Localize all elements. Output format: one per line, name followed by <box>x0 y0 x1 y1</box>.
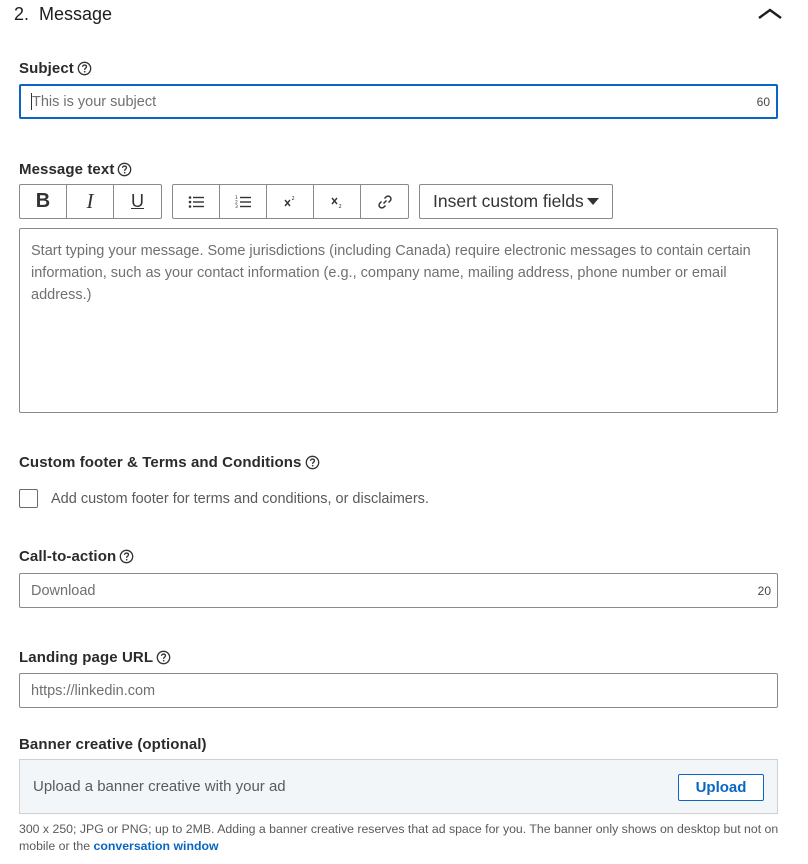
bulleted-list-button[interactable] <box>173 185 220 218</box>
section-header <box>14 2 112 26</box>
subscript-button[interactable] <box>314 185 361 218</box>
banner-creative-label-text: Banner creative (optional) <box>19 736 207 753</box>
custom-footer-checkbox-label[interactable]: Add custom footer for terms and conditions, or disclaimers. <box>51 490 429 507</box>
svg-text:2: 2 <box>291 195 295 202</box>
conversation-window-link[interactable]: conversation window <box>93 839 219 853</box>
cta-label <box>19 548 134 565</box>
subject-input[interactable] <box>19 84 778 119</box>
question-circle-icon[interactable] <box>117 162 132 177</box>
message-textarea[interactable] <box>19 228 778 413</box>
landing-url-input[interactable] <box>19 673 778 708</box>
upload-button[interactable]: Upload <box>678 774 764 801</box>
question-circle-icon[interactable] <box>156 650 171 665</box>
svg-text:3: 3 <box>235 204 238 209</box>
superscript-button[interactable] <box>267 185 314 218</box>
message-label-text: Message text <box>19 161 115 178</box>
subject-placeholder: This is your subject <box>32 93 157 110</box>
landing-url-label-text: Landing page URL <box>19 649 154 666</box>
banner-footnote <box>19 821 789 855</box>
cta-select[interactable] <box>19 573 778 608</box>
custom-footer-label-text: Custom footer & Terms and Conditions <box>19 454 302 471</box>
banner-creative-label <box>19 736 207 753</box>
text-style-group <box>19 184 162 219</box>
bold-button[interactable]: B <box>20 185 67 218</box>
subject-char-counter: 60 <box>756 94 770 109</box>
question-circle-icon[interactable] <box>305 455 320 470</box>
custom-footer-label <box>19 454 320 471</box>
custom-footer-checkbox-row <box>19 489 429 508</box>
custom-footer-checkbox[interactable] <box>19 489 38 508</box>
bulleted-list-icon <box>188 195 204 209</box>
subject-label-text: Subject <box>19 60 74 77</box>
banner-upload-box <box>19 759 778 814</box>
landing-url-placeholder: https://linkedin.com <box>31 682 156 699</box>
underline-button[interactable]: U <box>131 191 144 211</box>
banner-upload-prompt: Upload a banner creative with your ad <box>33 778 286 795</box>
numbered-list-button[interactable] <box>220 185 267 218</box>
chevron-up-icon[interactable] <box>756 6 784 22</box>
section-title: Message <box>39 3 113 24</box>
message-label <box>19 161 132 178</box>
list-format-group <box>172 184 409 219</box>
svg-text:1: 1 <box>235 195 238 201</box>
insert-custom-fields-dropdown[interactable] <box>419 184 613 219</box>
cta-value: Download <box>31 582 96 599</box>
formatting-toolbar <box>19 184 613 219</box>
svg-text:2: 2 <box>338 203 342 209</box>
cta-char-counter: 20 <box>757 583 771 598</box>
message-placeholder: Start typing your message. Some jurisdictions (including Canada) require electronic messages to contain certain information, such as your contact information (e.g., company name, mailing address, phone number or email address.) <box>31 243 751 303</box>
banner-footnote-text: 300 x 250; JPG or PNG; up to 2MB. Adding a banner creative reserves that ad space for you. The banner only shows on desktop but not on mobile or the <box>19 822 779 853</box>
link-button[interactable] <box>361 185 408 218</box>
cta-label-text: Call-to-action <box>19 548 117 565</box>
caret-down-icon <box>587 198 599 205</box>
insert-custom-fields-label: Insert custom fields <box>433 191 584 211</box>
subscript-icon <box>329 195 345 209</box>
italic-button[interactable]: I <box>67 185 114 218</box>
link-icon <box>377 194 393 210</box>
subject-label <box>19 60 92 77</box>
numbered-list-icon <box>235 195 251 209</box>
svg-text:2: 2 <box>235 200 238 205</box>
superscript-icon <box>282 195 298 209</box>
landing-url-label <box>19 649 171 666</box>
question-circle-icon[interactable] <box>77 61 92 76</box>
question-circle-icon[interactable] <box>119 549 134 564</box>
section-number: 2. <box>14 3 30 24</box>
